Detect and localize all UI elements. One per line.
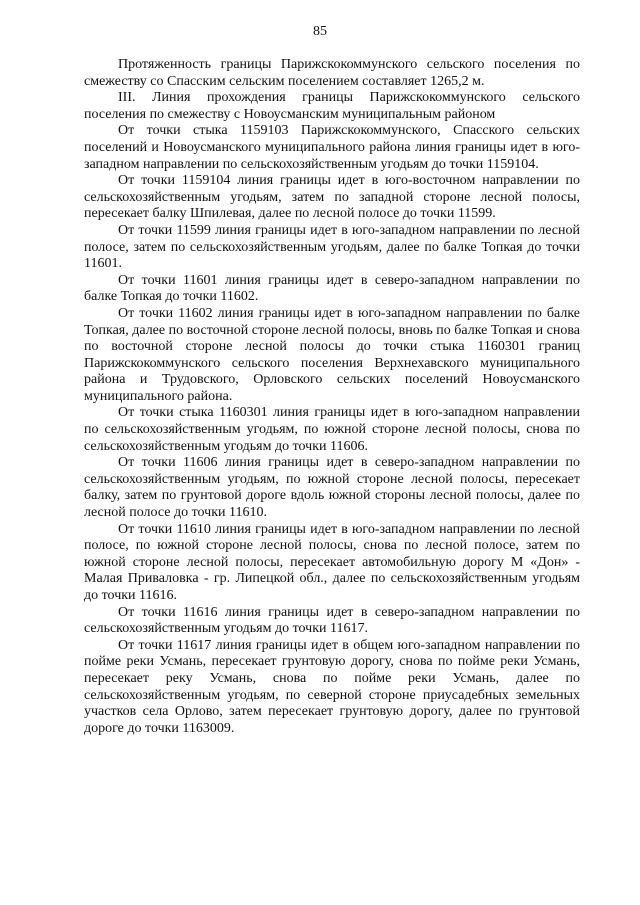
section-heading-iii: III. Линия прохождения границы Парижскокоммунского сельского поселения по смежеству с Новоусманским муниципальным районом	[84, 90, 580, 122]
page-number: 85	[313, 24, 327, 39]
paragraph-point-1159103: От точки стыка 1159103 Парижскокоммунского, Спасского сельских поселений и Новоусманского муниципального района линия границы идет в юго-западном направлении по сельскохозяйственным угодьям до точки 1159104.	[84, 123, 580, 172]
paragraph-point-1159104: От точки 1159104 линия границы идет в юго-восточном направлении по сельскохозяйственным угодьям, затем по западной стороне лесной полосы, пересекает балку Шпилевая, далее по лесной полосе до точки 11599.	[84, 173, 580, 222]
paragraph-boundary-length: Протяженность границы Парижскокоммунского сельского поселения по смежеству со Спасским сельским поселением составляет 1265,2 м.	[84, 57, 580, 89]
document-body	[84, 57, 580, 737]
paragraph-point-11616: От точки 11616 линия границы идет в северо-западном направлении по сельскохозяйственным угодьям до точки 11617.	[84, 604, 580, 637]
paragraph-point-11610: От точки 11610 линия границы идет в юго-западном направлении по лесной полосе, по южной стороне лесной полосы, снова по лесной полосе, затем по южной стороне лесной полосы, пересекает автомобильную дорогу М «Дон» - Малая Приваловка - гр. Липецкой обл., далее по сельскохозяйственным угодьям до точки 11616.	[84, 521, 580, 603]
paragraph-point-11602: От точки 11602 линия границы идет в юго-западном направлении по балке Топкая, далее по восточной стороне лесной полосы, вновь по балке Топкая и снова по восточной стороне лесной полосы до точки стыка 1160301 границ Парижскокоммунского сельского поселения Верхнехавского муниципального района и Трудовского, Орловского сельских поселений Новоусманского муниципального района.	[84, 305, 580, 404]
paragraph-point-11617: От точки 11617 линия границы идет в общем юго-западном направлении по пойме реки Усмань, пересекает грунтовую дорогу, снова по пойме реки Усмань, пересекает реку Усмань, снова по пойме реки Усмань, далее по сельскохозяйственным угодьям, по северной стороне приусадебных земельных участков села Орлово, затем пересекает грунтовую дорогу, далее по грунтовой дороге до точки 1163009.	[84, 637, 580, 736]
paragraph-point-1160301: От точки стыка 1160301 линия границы идет в юго-западном направлении по сельскохозяйственным угодьям, по южной стороне лесной полосы, снова по сельскохозяйственным угодьям до точки 11606.	[84, 405, 580, 454]
paragraph-point-11601: От точки 11601 линия границы идет в северо-западном направлении по балке Топкая до точки 11602.	[84, 272, 580, 305]
paragraph-point-11599: От точки 11599 линия границы идет в юго-западном направлении по лесной полосе, затем по сельскохозяйственным угодьям, далее по балке Топкая до точки 11601.	[84, 222, 580, 272]
paragraph-point-11606: От точки 11606 линия границы идет в северо-западном направлении по сельскохозяйственным угодьям, по южной стороне лесной полосы, пересекает балку, затем по грунтовой дороге вдоль южной стороны лесной полосы, далее по лесной полосе до точки 11610.	[84, 455, 580, 521]
